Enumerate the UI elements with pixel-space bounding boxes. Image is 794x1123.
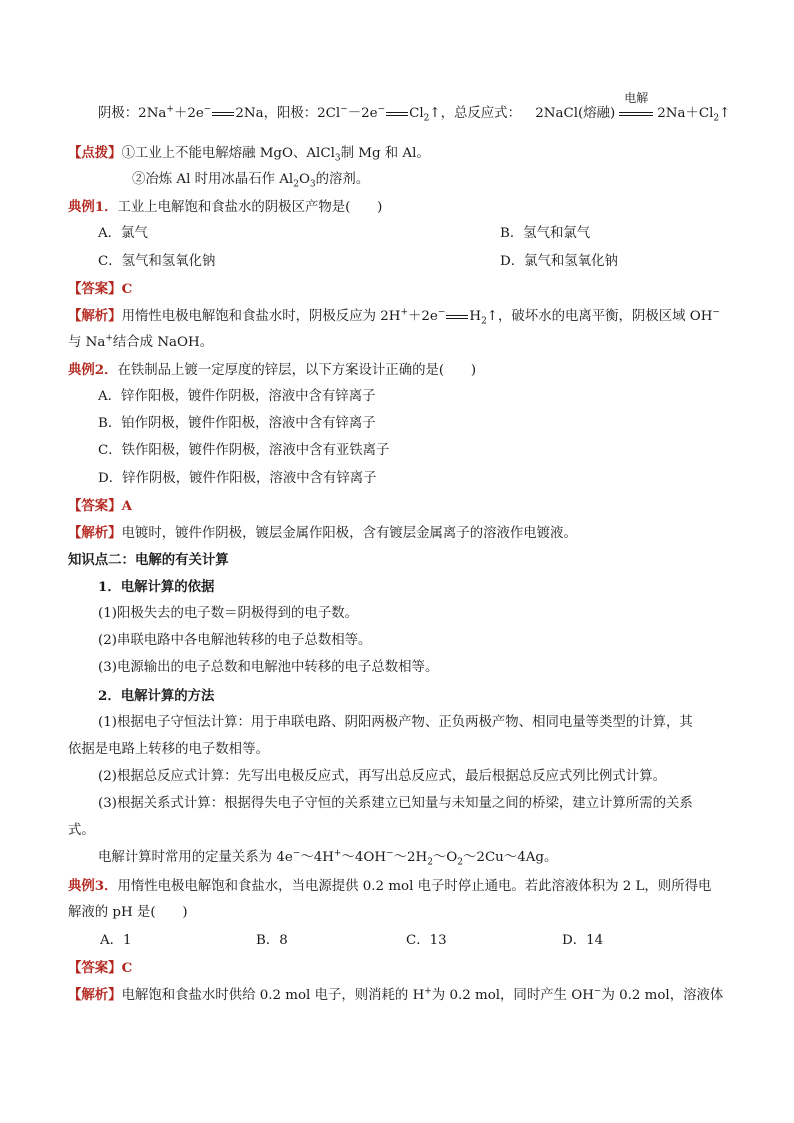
example-2-option-a: A．锌作阳极，镀件作阴极，溶液中含有锌离子 [98,389,376,404]
example-2-answer: 【答案】A [68,498,132,514]
option-c: C．氢气和氢氧化钠 [98,254,216,269]
basis-item-3: (3)电源输出的电子总数和电解池中转移的电子总数相等。 [98,660,439,675]
basis-item-2: (2)串联电路中各电解池转移的电子总数相等。 [98,633,372,648]
example-3-analysis: 【解析】电解饱和食盐水时供给 0.2 mol 电子，则消耗的 H+为 0.2 mol，同时产生 OH−为 0.2 mol，溶液体 [68,986,724,1003]
option-d: D．14 [562,933,604,948]
example-2-option-b: B．铂作阴极，镀件作阳极，溶液中含有锌离子 [98,416,376,431]
option-c: C．13 [406,933,447,948]
subheading-method: 2．电解计算的方法 [98,688,215,704]
method-item-2: (2)根据总反应式计算：先写出电极反应式，再写出总反应式，最后根据总反应式列比例式计算。 [98,769,666,784]
option-a: A．氯气 [98,226,148,241]
tip-line-1: 【点拨】①工业上不能电解熔融 MgO、AlCl$_3$制 Mg 和 Al。 [68,145,430,164]
equals-sign [446,315,468,319]
tip-tag: 【点拨】 [68,145,122,161]
example-1-analysis-2: 与 Na+结合成 NaOH。 [68,333,214,350]
example-2-question: 典例2．在铁制品上镀一定厚度的锌层，以下方案设计正确的是( ) [68,362,477,378]
example-1-analysis-1: 【解析】用惰性电极电解饱和食盐水时，阴极反应为 2H+＋2e− $H_2↑$，破坏水的电离平衡，阴极区域 OH− [68,307,720,327]
option-b: B．8 [256,933,288,948]
example-3-question-2: 解液的 pH 是( ) [68,905,188,920]
example-tag: 典例2． [68,362,118,378]
answer-tag: 【答案】 [68,498,122,514]
section-heading: 知识点二：电解的有关计算 [68,552,229,568]
method-item-3-b: 式。 [68,823,95,838]
tip-line-2: ②冶炼 Al 时用冰晶石作 $Al_2O_3$的溶剂。 [132,172,370,190]
example-tag: 典例3． [68,878,118,894]
electrode-reaction-line: 阴极：2Na+＋2e− 2Na，阳极：2Cl−－2e− $Cl_2↑$，总反应式： 2NaCl(熔融) 电解 $2Na+Cl_2↑$ [98,91,731,124]
example-2-option-c: C．铁作阳极，镀件作阴极，溶液中含有亚铁离子 [98,443,390,458]
method-item-1-b: 依据是电路上转移的电子数相等。 [68,742,269,757]
example-3-answer: 【答案】C [68,960,133,976]
example-tag: 典例1． [68,199,118,215]
equals-sign [386,112,408,116]
example-2-option-d: D．锌作阴极，镀件作阳极，溶液中含有锌离子 [98,471,377,486]
analysis-tag: 【解析】 [68,987,122,1003]
method-item-1-a: (1)根据电子守恒法计算：用于串联电路、阴阳两极产物、正负两极产物、相同电量等类型的计算，其 [98,715,693,730]
analysis-tag: 【解析】 [68,525,122,541]
equals-sign [212,112,234,116]
quantitative-relation: 电解计算时常用的定量关系为 $4e^-\sim 4H^+\sim 4OH^-\sim 2H_2\sim O_2\sim 2Cu\sim 4Ag$。 [98,848,558,868]
example-2-analysis: 【解析】电镀时，镀件作阴极，镀层金属作阳极，含有镀层金属离子的溶液作电镀液。 [68,525,577,541]
answer-tag: 【答案】 [68,281,122,297]
subheading-basis: 1．电解计算的依据 [98,579,215,595]
option-b: B．氢气和氯气 [500,226,591,241]
example-1-answer: 【答案】C [68,281,133,297]
option-d: D．氯气和氢氧化钠 [500,254,618,269]
method-item-3-a: (3)根据关系式计算：根据得失电子守恒的关系建立已知量与未知量之间的桥梁，建立计算所需的关系 [98,796,693,811]
example-1-question: 典例1．工业上电解饱和食盐水的阴极区产物是( ) [68,199,383,215]
basis-item-1: (1)阳极失去的电子数＝阴极得到的电子数。 [98,606,358,621]
option-a: A．1 [100,933,132,948]
example-3-question-1: 典例3．用惰性电极电解饱和食盐水，当电源提供 0.2 mol 电子时停止通电。若此溶液体积为 2 L，则所得电 [68,878,712,894]
analysis-tag: 【解析】 [68,308,122,324]
answer-tag: 【答案】 [68,960,122,976]
electrolysis-condition: 电解 [619,106,653,122]
